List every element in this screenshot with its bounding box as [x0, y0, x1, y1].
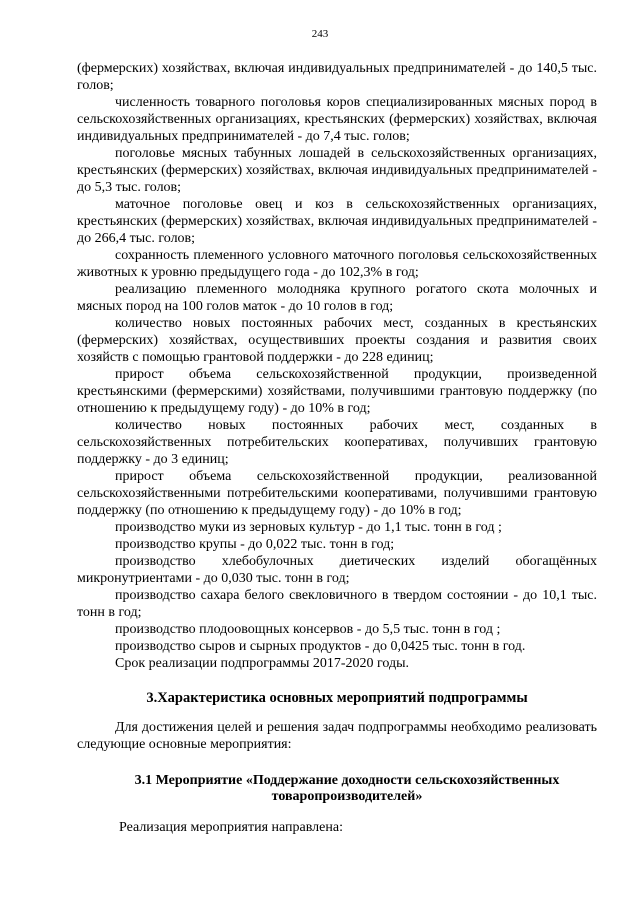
paragraph: производство сыров и сырных продуктов - до 0,0425 тыс. тонн в год. — [115, 639, 526, 654]
paragraph: прирост объема сельскохозяйственной продукции, произведенной крестьянскими (фермерскими) хозяйствами, получившими грантовую поддержку (по отношению к предыдущему году) - до 10% в год; — [77, 367, 597, 416]
paragraph: поголовье мясных табунных лошадей в сельскохозяйственных организациях, крестьянских (фермерских) хозяйствах, включая индивидуальных предпринимателей - до 5,3 тыс. голов; — [77, 146, 597, 195]
paragraph: сохранность племенного условного маточного поголовья сельскохозяйственных животных к уровню предыдущего года - до 102,3% в год; — [77, 248, 597, 280]
subsection-title: 3.1 Мероприятие «Поддержание доходности сельскохозяйственных товаропроизводителей» — [134, 773, 560, 804]
paragraph: производство крупы - до 0,022 тыс. тонн в год; — [115, 537, 395, 552]
paragraph: реализацию племенного молодняка крупного рогатого скота молочных и мясных пород на 100 голов маток - до 10 голов в год; — [77, 282, 597, 314]
paragraph: Срок реализации подпрограммы 2017-2020 годы. — [115, 656, 410, 671]
paragraph: производство муки из зерновых культур - до 1,1 тыс. тонн в год ; — [115, 520, 502, 535]
paragraph-continuation: (фермерских) хозяйствах, включая индивидуальных предпринимателей - до 140,5 тыс. голов; — [77, 61, 597, 93]
paragraph: прирост объема сельскохозяйственной продукции, реализованной сельскохозяйственными потребительскими кооперативами, получившими грантовую поддержку (по отношению к предыдущему году) - до 10% в год; — [77, 469, 597, 518]
page-number: 243 — [311, 28, 329, 40]
paragraph: количество новых постоянных рабочих мест, созданных в крестьянских (фермерских) хозяйствах, осуществивших проекты создания и развития своих хозяйств с помощью грантовой поддержки - до 228 единиц; — [77, 316, 597, 365]
section-intro: Для достижения целей и решения задач подпрограммы необходимо реализовать следующие основные мероприятия: — [77, 720, 597, 752]
body-text — [77, 60, 597, 836]
paragraph: количество новых постоянных рабочих мест, созданных в сельскохозяйственных потребительских кооперативах, получивших грантовую поддержку - до 3 единиц; — [77, 418, 597, 467]
paragraph: производство хлебобулочных диетических изделий обогащённых микронутриентами - до 0,030 тыс. тонн в год; — [77, 554, 597, 586]
section-title: 3.Характеристика основных мероприятий подпрограммы — [146, 690, 528, 706]
paragraph: производство сахара белого свекловичного в твердом состоянии - до 10,1 тыс. тонн в год; — [77, 588, 597, 620]
paragraph: производство плодоовощных консервов - до 5,5 тыс. тонн в год ; — [115, 622, 501, 637]
paragraph: численность товарного поголовья коров специализированных мясных пород в сельскохозяйственных организациях, крестьянских (фермерских) хозяйствах, включая индивидуальных предпринимателей - до 7,4 тыс. голов; — [77, 95, 597, 144]
realization-text: Реализация мероприятия направлена: — [119, 820, 343, 835]
paragraph: маточное поголовье овец и коз в сельскохозяйственных организациях, крестьянских (фермерских) хозяйствах, включая индивидуальных предпринимателей - до 266,4 тыс. голов; — [77, 197, 597, 246]
